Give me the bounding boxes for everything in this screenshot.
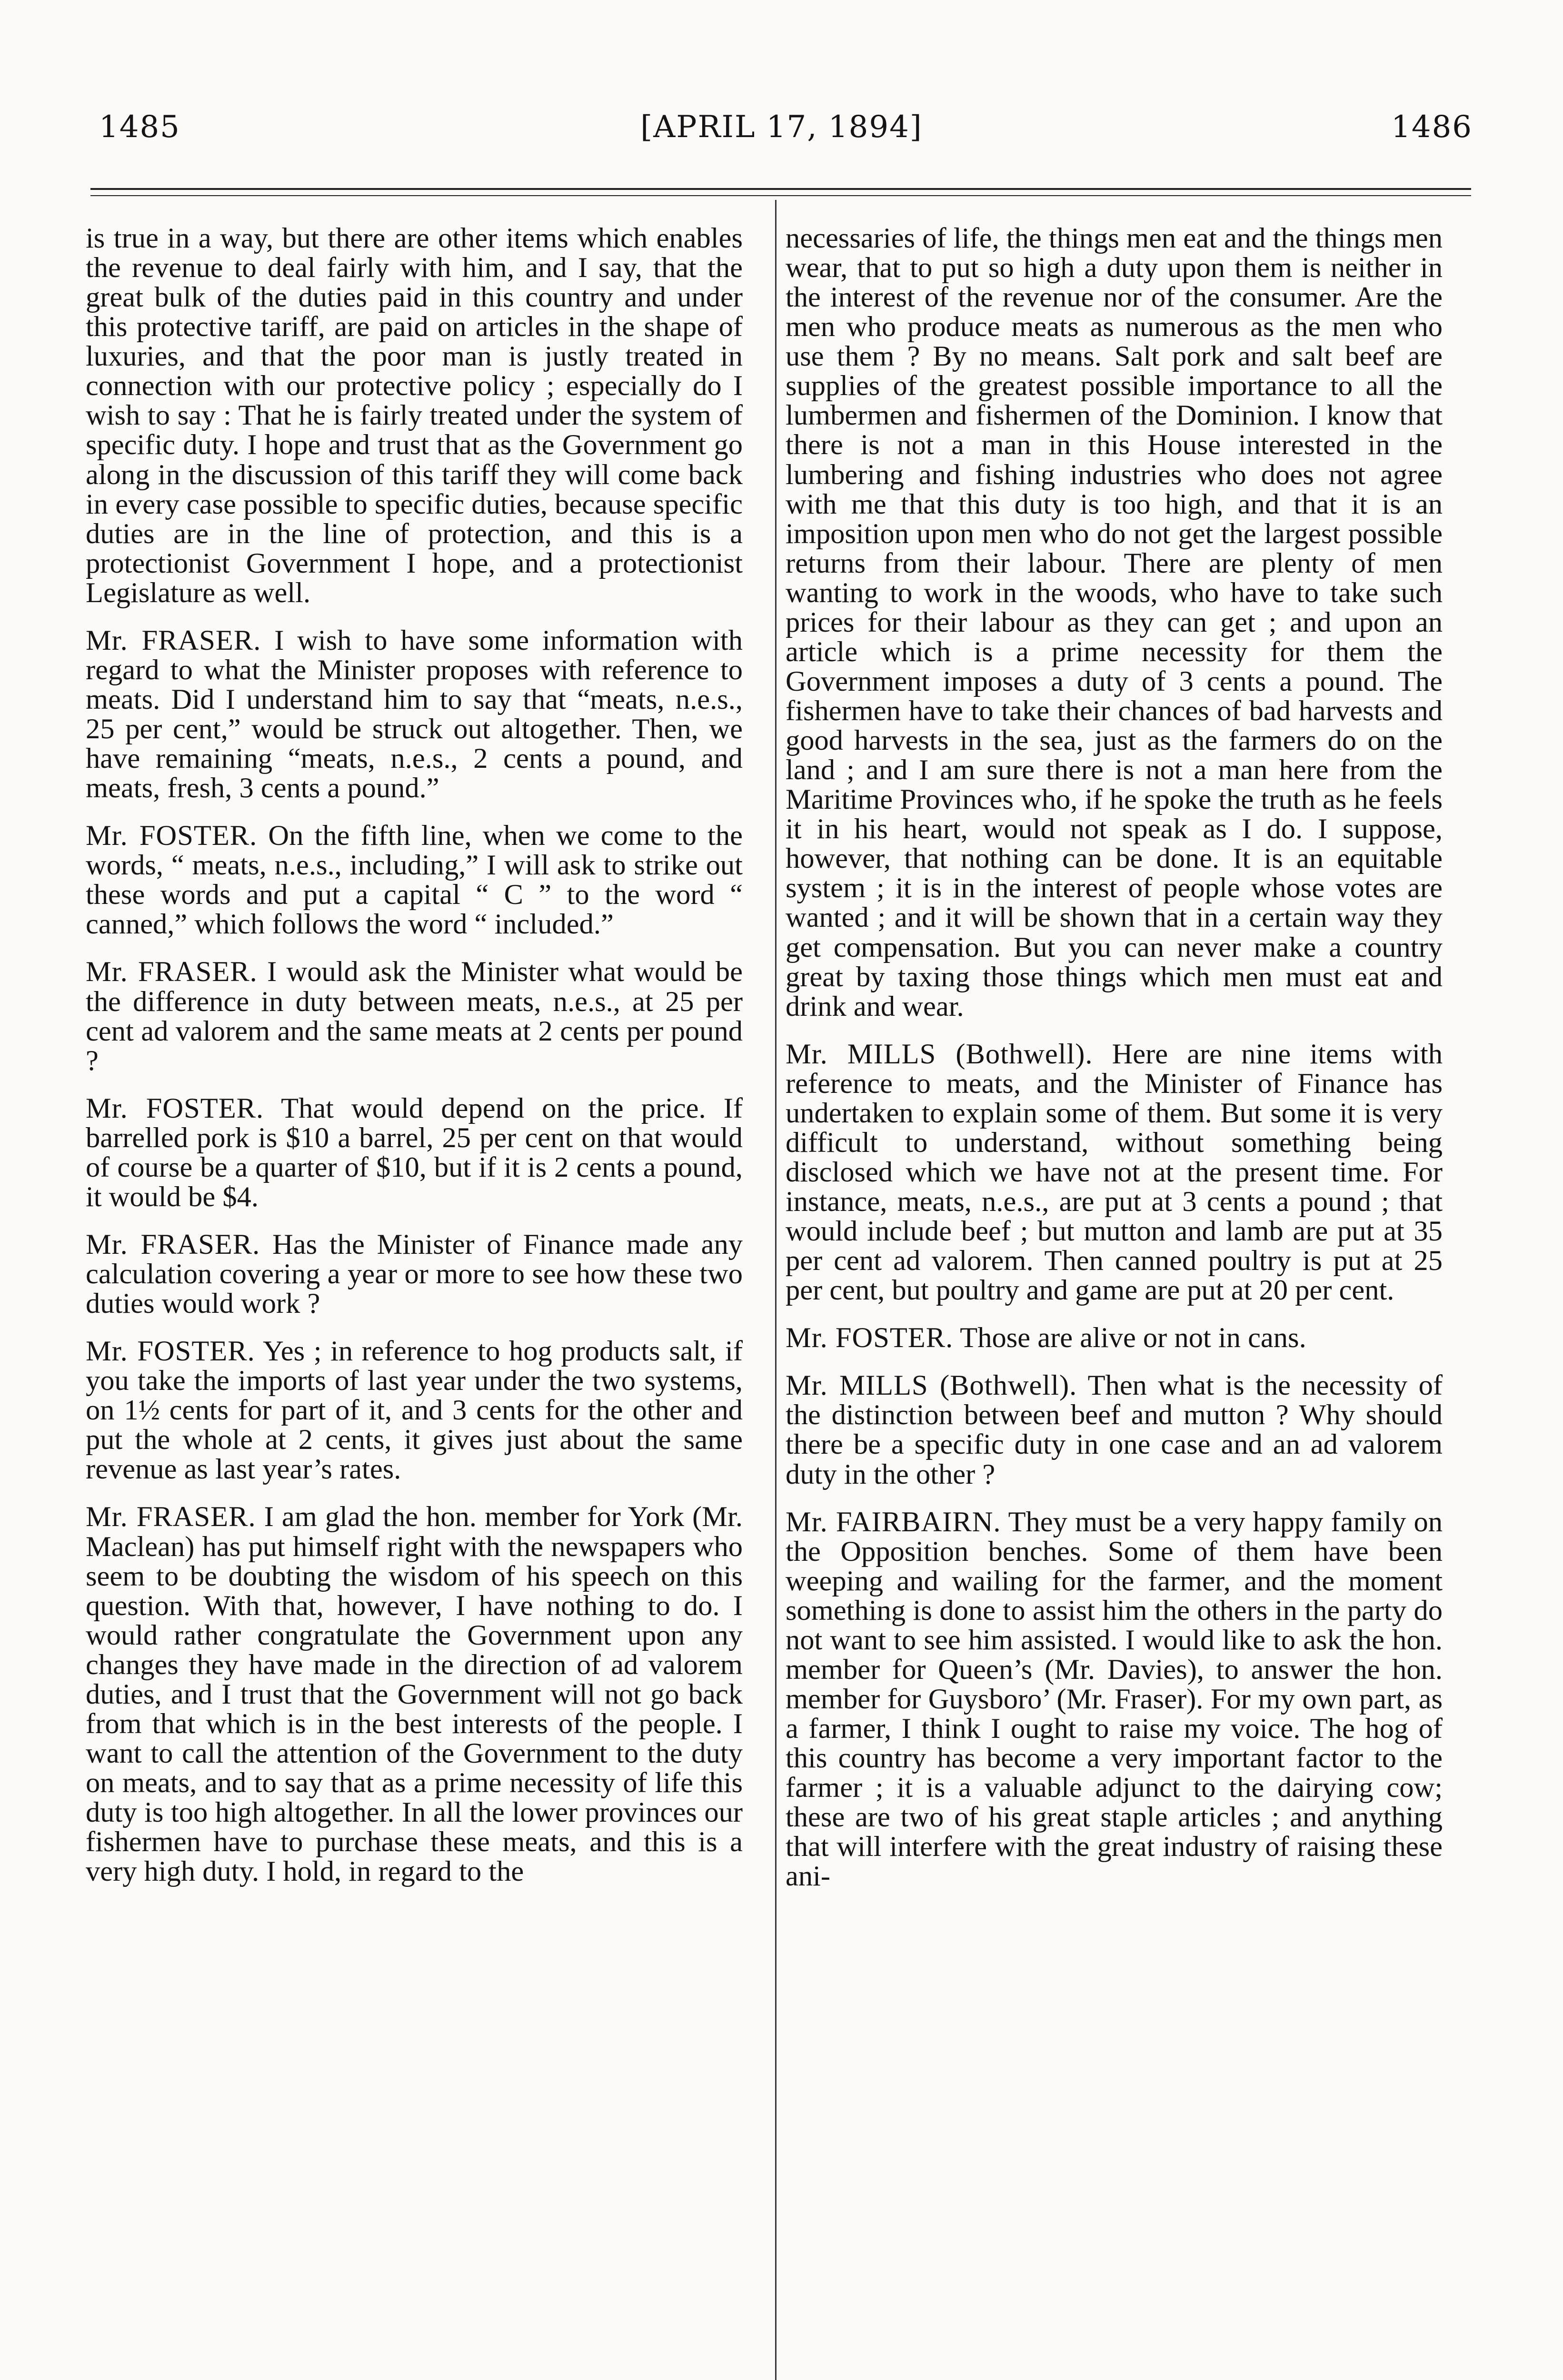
paragraph [786,1323,1443,1353]
paragraph-text: Here are nine items with reference to meats, and the Minister of Finance has undertaken to explain some of them. But some it is very difficult to understand, without something being disclosed which we have not at the present time. For instance, meats, n.e.s., are put at 3 cents a pound ; that would include beef ; but mutton and lamb are put at 35 per cent ad valorem. Then canned poultry is put at 25 per cent, but poultry and game are put at 20 per cent. [786,1038,1443,1307]
right-column [786,224,1443,1909]
paragraph-text: On the fifth line, when we come to the words, “ meats, n.e.s., including,” I will ask to strike out these words and put a capital “ C ” to the word “ canned,” which follows the word “ included.” [86,820,743,941]
speaker-name: Mr. FRASER. [86,624,261,656]
paragraph-text: I would ask the Minister what would be the difference in duty between meats, n.e.s., at 25 per cent ad valorem and the same meats at 2 cents per pound ? [86,956,743,1077]
paragraph-text: Has the Minister of Finance made any calculation covering a year or more to see how these two duties would work ? [86,1228,743,1320]
header-rule-thick [90,188,1471,190]
speaker-name: Mr. FRASER. [86,956,258,988]
paragraph-text: is true in a way, but there are other items which enables the revenue to deal fairly with him, and I say, that the great bulk of the duties paid in this country and under this protective tariff, are paid on articles in the shape of luxuries, and that the poor man is justly treated in connection with our protective policy ; especially do I wish to say : That he is fairly treated under the system of specific duty. I hope and trust that as the Government go along in the discussion of this tariff they will come back in every case possible to specific duties, because specific duties are in the line of protection, and this is a protectionist Government I hope, and a protectionist Legislature as well. [86,222,743,609]
column-divider [775,200,777,2380]
left-column [86,224,743,1904]
paragraph-text: Then what is the necessity of the distinction between beef and mutton ? Why should there be a specific duty in one case and an ad valorem duty in the other ? [786,1369,1443,1490]
speaker-name: Mr. FOSTER. [86,1335,255,1368]
paragraph [86,1502,743,1886]
speaker-name: Mr. FAIRBAIRN. [786,1506,1001,1538]
paragraph [86,224,743,608]
paragraph-text: necessaries of life, the things men eat and the things men wear, that to put so high a duty upon them is neither in the interest of the revenue nor of the consumer. Are the men who produce meats as numerous as the men who use them ? By no means. Salt pork and salt beef are supplies of the greatest possible importance to all the lumbermen and fishermen of the Dominion. I know that there is not a man in this House interested in the lumbering and fishing industries who does not agree with me that this duty is too high, and that it is an imposition upon men who do not get the largest possible returns from their labour. There are plenty of men wanting to work in the woods, who have to take such prices for their labour as they can get ; and upon an article which is a prime necessity for them the Government imposes a duty of 3 cents a pound. The fishermen have to take their chances of bad harvests and good harvests in the sea, just as the farmers do on the land ; and I am sure there is not a man here from the Maritime Provinces who, if he spoke the truth as he feels it in his heart, would not speak as I do. I suppose, however, that nothing can be done. It is an equitable system ; it is in the interest of people whose votes are wanted ; and it will be shown that in a certain way they get compensation. But you can never make a country great by taxing those things which men must eat and drink and wear. [786,222,1443,1022]
paragraph [786,1507,1443,1892]
paragraph [786,1040,1443,1306]
paragraph [86,1230,743,1319]
page-date: [APRIL 17, 1894] [640,109,923,145]
speaker-name: Mr. MILLS (Bothwell). [786,1038,1093,1070]
speaker-name: Mr. FRASER. [86,1501,256,1533]
paragraph [86,1094,743,1212]
page-number-right: 1486 [1391,109,1473,145]
speaker-name: Mr. FOSTER. [86,820,258,852]
speaker-name: Mr. FOSTER. [786,1322,954,1354]
paragraph-text: Yes ; in reference to hog products salt, if you take the imports of last year under the two systems, on 1½ cents for part of it, and 3 cents for the other and put the whole at 2 cents, it gives just about the same revenue as last year’s rates. [86,1335,743,1486]
paragraph-text: I wish to have some information with regard to what the Minister proposes with reference to meats. Did I understand him to say that “meats, n.e.s., 25 per cent,” would be struck out altogether. Then, we have remaining “meats, n.e.s., 2 cents a pound, and meats, fresh, 3 cents a pound.” [86,624,743,804]
paragraph [86,957,743,1075]
paragraph-text: Those are alive or not in cans. [960,1322,1306,1354]
paragraph [786,1371,1443,1489]
header-rule-thin [90,195,1471,196]
paragraph [86,1337,743,1484]
paragraph [786,224,1443,1021]
paragraph [86,626,743,803]
speaker-name: Mr. FOSTER. [86,1092,264,1124]
paragraph [86,821,743,939]
paragraph-text: I am glad the hon. member for York (Mr. Maclean) has put himself right with the newspapers who seem to be doubting the wisdom of his speech on this question. With that, however, I have nothing to do. I would rather congratulate the Government upon any changes they have made in the direction of ad valorem duties, and I trust that the Government will not go back from that which is in the best interests of the people. I want to call the attention of the Government to the duty on meats, and to say that as a prime necessity of life this duty is too high altogether. In all the lower provinces our fishermen have to purchase these meats, and this is a very high duty. I hold, in regard to the [86,1501,743,1888]
speaker-name: Mr. MILLS (Bothwell). [786,1369,1077,1402]
paragraph-text: That would depend on the price. If barrelled pork is $10 a barrel, 25 per cent on that would of course be a quarter of $10, but if it is 2 cents a pound, it would be $4. [86,1092,743,1213]
page-number-left: 1485 [99,109,180,145]
paragraph-text: They must be a very happy family on the Opposition benches. Some of them have been weeping and wailing for the farmer, and the moment something is done to assist him the others in the party do not want to see him assisted. I would like to ask the hon. member for Queen’s (Mr. Davies), to answer the hon. member for Guysboro’ (Mr. Fraser). For my own part, as a farmer, I think I ought to raise my voice. The hog of this country has become a very important factor to the farmer ; it is a valuable adjunct to the dairying cow; these are two of his great staple articles ; and anything that will interfere with the great industry of raising these ani- [786,1506,1443,1893]
speaker-name: Mr. FRASER. [86,1228,260,1260]
